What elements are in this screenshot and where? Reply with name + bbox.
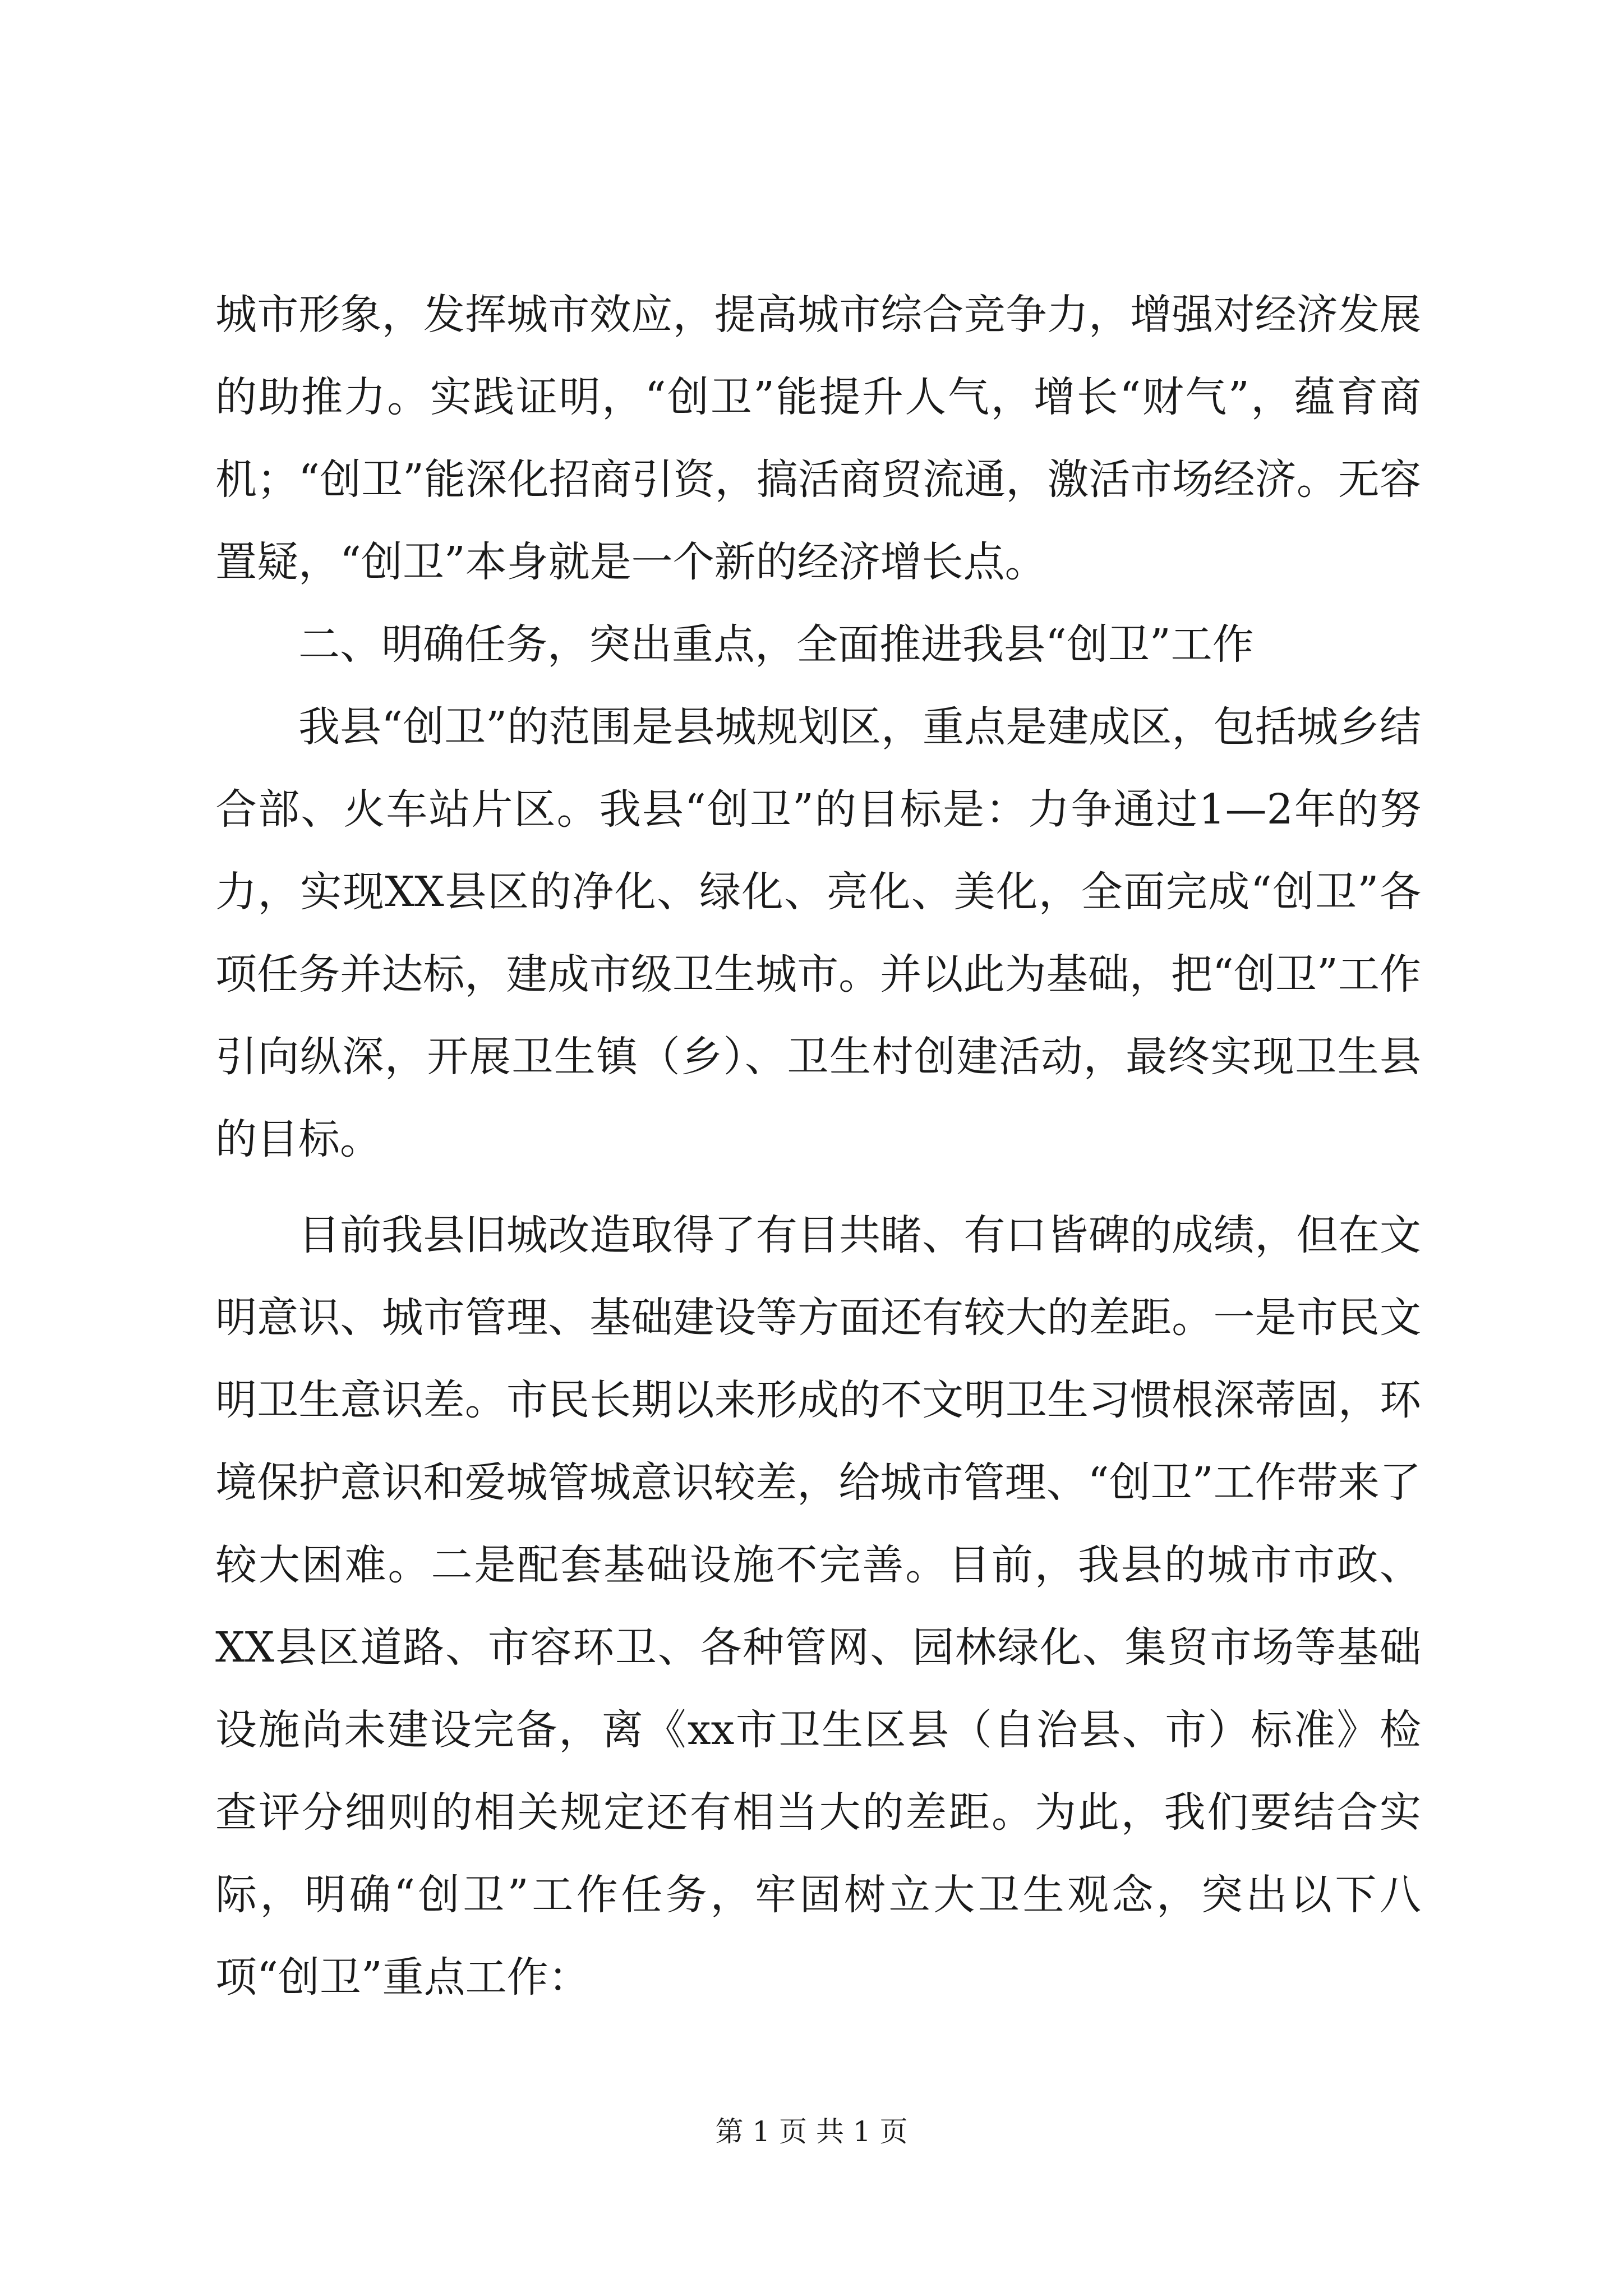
paragraph-scope-goals: 我县“创卫”的范围是县城规划区，重点是建成区，包括城乡结合部、火车站片区。我县“创卫”的目标是：力争通过1—2年的努力，实现XX县区的净化、绿化、亮化、美化，全面完成“创卫”各项任务并达标，建成市级卫生城市。并以此为基础，把“创卫”工作引向纵深，开展卫生镇（乡）、卫生村创建活动，最终实现卫生县的目标。 [215,703,1421,1163]
section-heading-tasks: 二、明确任务，突出重点，全面推进我县“创卫”工作 [298,620,1254,669]
paragraph-economic-growth: 城市形象，发挥城市效应，提高城市综合竞争力，增强对经济发展的助推力。实践证明，“创卫”能提升人气，增长“财气”，蕴育商机；“创卫”能深化招商引资，搞活商贸流通，激活市场经济。无容置疑，“创卫”本身就是一个新的经济增长点。 [215,291,1421,586]
paragraph-current-gaps: 目前我县旧城改造取得了有目共睹、有口皆碑的成绩，但在文明意识、城市管理、基础建设等方面还有较大的差距。一是市民文明卫生意识差。市民长期以来形成的不文明卫生习惯根深蒂固，环境保护意识和爱城管城意识较差，给城市管理、“创卫”工作带来了较大困难。二是配套基础设施不完善。目前，我县的城市市政、XX县区道路、市容环卫、各种管网、园林绿化、集贸市场等基础设施尚未建设完备，离《xx市卫生区县（自治县、市）标准》检查评分细则的相关规定还有相当大的差距。为此，我们要结合实际，明确“创卫”工作任务，牢固树立大卫生观念，突出以下八项“创卫”重点工作： [215,1211,1421,2001]
document-body [215,274,1421,2019]
page-footer: 第 1 页 共 1 页 [715,2115,908,2148]
